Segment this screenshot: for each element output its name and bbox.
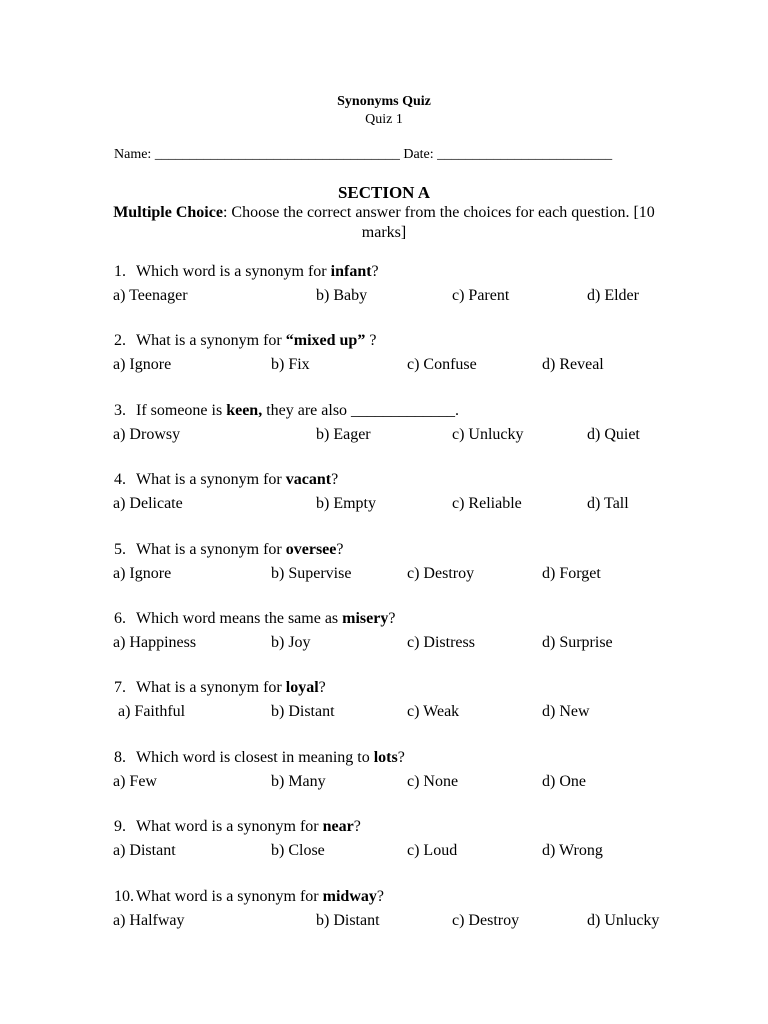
- section-instructions: [90, 203, 678, 243]
- answer-option: c) Weak: [407, 703, 460, 721]
- question-9: [114, 818, 361, 836]
- answer-option: c) Parent: [452, 287, 510, 304]
- answer-option: b) Distant: [271, 703, 335, 721]
- question-7: [114, 679, 326, 697]
- question-3: [114, 402, 459, 420]
- question-6: [114, 610, 395, 628]
- question-text: What word is a synonym for: [136, 887, 323, 905]
- question-keyword: lots: [373, 748, 398, 766]
- answer-option: c) None: [407, 772, 459, 790]
- answer-option: d) Reveal: [542, 356, 604, 374]
- question-8: [114, 749, 405, 767]
- answer-option: c) Distress: [407, 634, 475, 651]
- name-date-row: [114, 147, 612, 163]
- answer-option: a) Ignore: [113, 356, 172, 374]
- name-label: Name:: [114, 147, 152, 162]
- answer-option: d) One: [542, 772, 586, 790]
- question-text: What is a synonym for: [136, 471, 286, 489]
- question-text-end: they are also _____________.: [262, 401, 460, 419]
- question-keyword: near: [322, 818, 354, 836]
- question-text-end: ?: [397, 748, 405, 766]
- answer-option: a) Ignore: [113, 564, 172, 582]
- answer-option: d) Tall: [587, 495, 629, 513]
- answer-option: b) Distant: [316, 911, 380, 929]
- answer-option: c) Reliable: [452, 495, 522, 513]
- instruction-bold: Multiple Choice: [113, 204, 223, 221]
- question-number: 1.: [114, 263, 126, 280]
- question-text-end: ?: [365, 332, 377, 350]
- question-text-end: ?: [353, 818, 361, 836]
- question-text: What word is a synonym for: [136, 818, 323, 836]
- answer-option: c) Destroy: [452, 911, 520, 929]
- question-number: 10.: [114, 887, 134, 905]
- instruction-text: : Choose the correct answer from the choices for each question. [10 marks]: [222, 204, 655, 241]
- question-text-end: ?: [388, 610, 396, 627]
- answer-option: c) Unlucky: [452, 425, 524, 443]
- question-keyword: “mixed up”: [285, 332, 366, 350]
- answer-option: d) Quiet: [587, 425, 640, 443]
- question-2: [114, 332, 376, 350]
- question-number: 9.: [114, 818, 126, 836]
- question-number: 6.: [114, 610, 126, 627]
- question-number: 7.: [114, 679, 126, 697]
- answer-option: a) Drowsy: [113, 425, 181, 443]
- answer-option: b) Close: [271, 842, 325, 860]
- answer-option: c) Loud: [407, 842, 458, 860]
- quiz-title: Synonyms Quiz: [337, 94, 431, 109]
- answer-option: d) Forget: [542, 564, 601, 582]
- answer-option: b) Many: [271, 772, 326, 790]
- question-text: What is a synonym for: [136, 332, 286, 350]
- answer-option: d) Elder: [587, 287, 639, 304]
- answer-option: a) Faithful: [118, 703, 186, 721]
- answer-option: c) Confuse: [407, 356, 477, 374]
- question-number: 2.: [114, 332, 126, 350]
- answer-option: b) Fix: [271, 356, 310, 374]
- answer-option: a) Happiness: [113, 634, 197, 651]
- question-4: [114, 471, 338, 489]
- question-keyword: midway: [322, 887, 377, 905]
- answer-option: b) Supervise: [271, 564, 352, 582]
- answer-option: b) Joy: [271, 634, 311, 651]
- question-number: 5.: [114, 540, 126, 558]
- answer-option: b) Empty: [316, 495, 376, 513]
- answer-option: a) Teenager: [113, 287, 188, 304]
- question-text: What is a synonym for: [136, 540, 286, 558]
- question-text: What is a synonym for: [136, 679, 286, 697]
- answer-option: a) Few: [113, 772, 157, 790]
- answer-option: a) Distant: [113, 842, 176, 860]
- question-text-end: ?: [336, 540, 344, 558]
- question-keyword: keen,: [226, 401, 263, 419]
- question-number: 3.: [114, 401, 126, 419]
- answer-option: b) Eager: [316, 425, 371, 443]
- answer-option: d) Unlucky: [587, 911, 660, 929]
- question-5: [114, 541, 344, 559]
- answer-option: d) Wrong: [542, 842, 603, 860]
- question-number: 8.: [114, 748, 126, 766]
- date-label: Date:: [403, 147, 434, 162]
- question-text: Which word is closest in meaning to: [136, 748, 374, 766]
- answer-option: d) Surprise: [542, 634, 613, 651]
- quiz-subtitle: Quiz 1: [365, 112, 403, 127]
- answer-option: b) Baby: [316, 287, 368, 304]
- question-text-end: ?: [318, 679, 326, 697]
- date-blank: _________________________: [437, 147, 613, 162]
- answer-option: c) Destroy: [407, 564, 475, 582]
- question-number: 4.: [114, 471, 126, 489]
- question-text-end: ?: [371, 263, 379, 280]
- section-heading: SECTION A: [337, 183, 431, 202]
- question-keyword: loyal: [285, 679, 319, 697]
- question-text-end: ?: [331, 471, 339, 489]
- question-keyword: infant: [330, 263, 372, 280]
- question-1: [114, 263, 379, 281]
- answer-option: a) Halfway: [113, 911, 185, 929]
- answer-option: a) Delicate: [113, 495, 183, 513]
- name-blank: ___________________________________: [154, 147, 400, 162]
- question-text: Which word is a synonym for: [136, 263, 331, 280]
- question-text-end: ?: [376, 887, 384, 905]
- question-keyword: misery: [342, 610, 389, 627]
- question-keyword: vacant: [285, 471, 332, 489]
- question-10: [114, 888, 384, 906]
- question-keyword: oversee: [285, 540, 337, 558]
- question-text: If someone is: [136, 401, 227, 419]
- question-text: Which word means the same as: [136, 610, 343, 627]
- answer-option: d) New: [542, 703, 590, 721]
